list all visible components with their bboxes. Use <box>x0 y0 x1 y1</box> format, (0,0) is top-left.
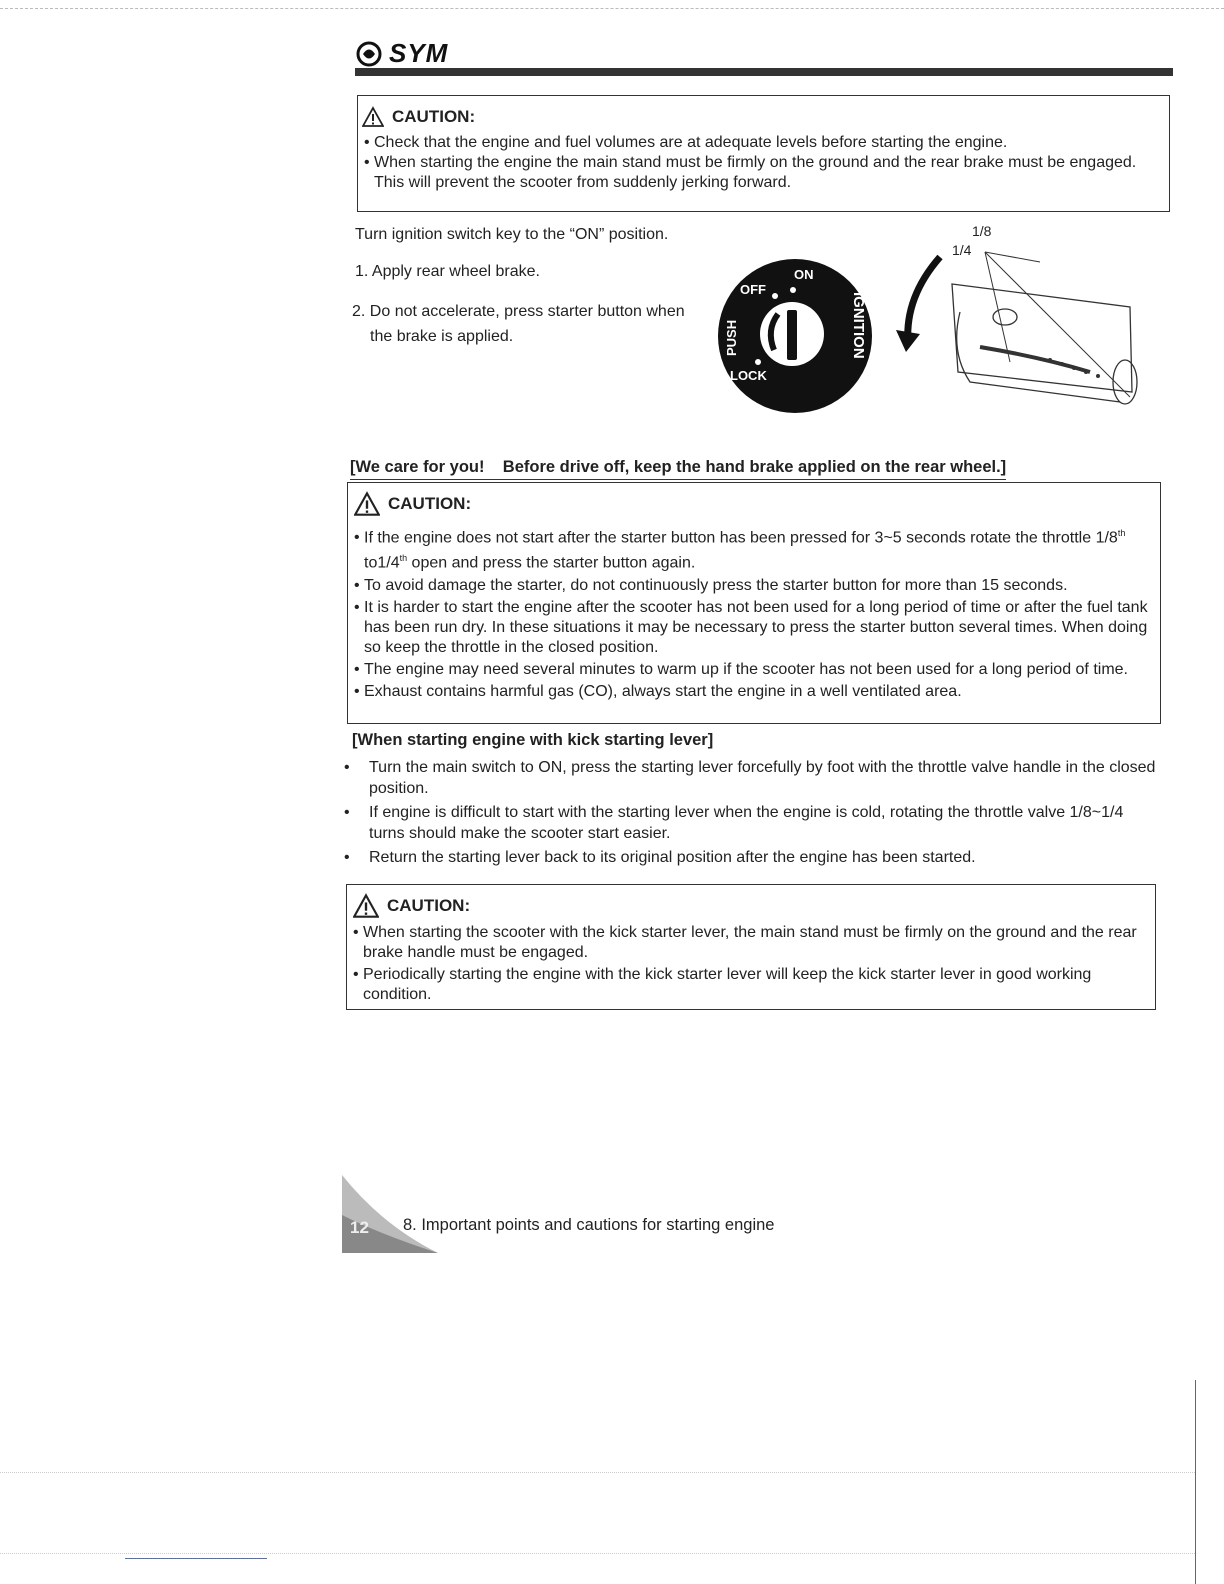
step-1: 1. Apply rear wheel brake. <box>355 263 540 280</box>
caution-2-item: • It is harder to start the engine after the scooter has not been used for a long period of time or after the fuel tank has been run dry. In these situations it may be necessary to press the starter button several times. When doing so keep the throttle in the closed position. <box>352 598 1148 658</box>
throttle-quarter-label: 1/4 <box>952 242 972 258</box>
kick-list-item: • Turn the main switch to ON, press the starting lever forcefully by foot with the throttle valve handle in the closed position. <box>344 757 1156 799</box>
caution-box-1 <box>357 95 1170 212</box>
header-rule <box>355 68 1173 76</box>
ignition-lock-label: LOCK <box>730 368 767 383</box>
caution-2-item: • The engine may need several minutes to warm up if the scooter has not been used for a long period of time. <box>352 660 1148 680</box>
caution-3-item: • Periodically starting the engine with the kick starter lever will keep the kick starter lever in good working condition. <box>351 965 1143 1005</box>
step-2-line-1: 2. Do not accelerate, press starter button when <box>352 303 685 320</box>
caution-2-item: • Exhaust contains harmful gas (CO), always start the engine in a well ventilated area. <box>352 682 1148 702</box>
caution-3-heading: CAUTION: <box>353 893 1143 919</box>
ignition-on-label: ON <box>794 267 814 282</box>
caution-1-item: • Check that the engine and fuel volumes are at adequate levels before starting the engine. <box>362 133 1157 153</box>
brand-name: SYM <box>389 38 449 68</box>
top-scan-line <box>0 8 1224 9</box>
kick-list <box>344 757 1156 871</box>
caution-1-item: • When starting the engine the main stand must be firmly on the ground and the rear brake must be engaged. This will prevent the scooter from suddenly jerking forward. <box>362 153 1157 193</box>
caution-box-3 <box>346 884 1156 1010</box>
bottom-blue-line <box>125 1558 267 1559</box>
care-notice: [We care for you! Before drive off, keep the hand brake applied on the rear wheel.] <box>350 458 1006 480</box>
warning-triangle-icon <box>362 106 384 128</box>
ignition-intro: Turn ignition switch key to the “ON” position. <box>355 226 669 243</box>
warning-triangle-icon <box>353 893 379 919</box>
caution-2-heading: CAUTION: <box>354 491 1148 517</box>
page-number: 12 <box>350 1218 369 1237</box>
kick-list-item: • Return the starting lever back to its original position after the engine has been started. <box>344 847 1156 868</box>
caution-2-item: • To avoid damage the starter, do not continuously press the starter button for more than 15 seconds. <box>352 576 1148 596</box>
caution-3-item: • When starting the scooter with the kick starter lever, the main stand must be firmly on the ground and the rear brake handle must be engaged. <box>351 923 1143 963</box>
caution-2-item: • If the engine does not start after the starter button has been pressed for 3~5 seconds rotate the throttle 1/8th to1/4th open and press the starter button again. <box>352 523 1148 574</box>
curved-arrow-icon <box>908 257 940 342</box>
ignition-switch-illustration <box>718 252 878 422</box>
throttle-illustration <box>890 222 1150 427</box>
footer-section-title: 8. Important points and cautions for starting engine <box>403 1216 775 1234</box>
ignition-push-label: PUSH <box>724 319 739 356</box>
step-2-line-2: the brake is applied. <box>370 328 514 345</box>
caution-box-2 <box>347 482 1161 724</box>
throttle-eighth-label: 1/8 <box>972 223 992 239</box>
kick-list-item: • If engine is difficult to start with the starting lever when the engine is cold, rotating the throttle valve 1/8~1/4 turns should make the scooter start easier. <box>344 802 1156 844</box>
caution-1-heading: CAUTION: <box>362 106 1157 128</box>
right-scan-edge <box>1195 1380 1196 1584</box>
warning-triangle-icon <box>354 491 380 517</box>
bottom-scan-line-2 <box>0 1553 1195 1554</box>
sym-emblem-icon <box>355 41 385 67</box>
ignition-off-label: OFF <box>740 282 766 297</box>
bottom-scan-line <box>0 1472 1195 1473</box>
kick-heading: [When starting engine with kick starting lever] <box>352 731 714 749</box>
brand-logo <box>355 38 448 69</box>
page-number-tab <box>342 1175 442 1255</box>
ignition-ignition-label: IGNITION <box>850 292 867 359</box>
